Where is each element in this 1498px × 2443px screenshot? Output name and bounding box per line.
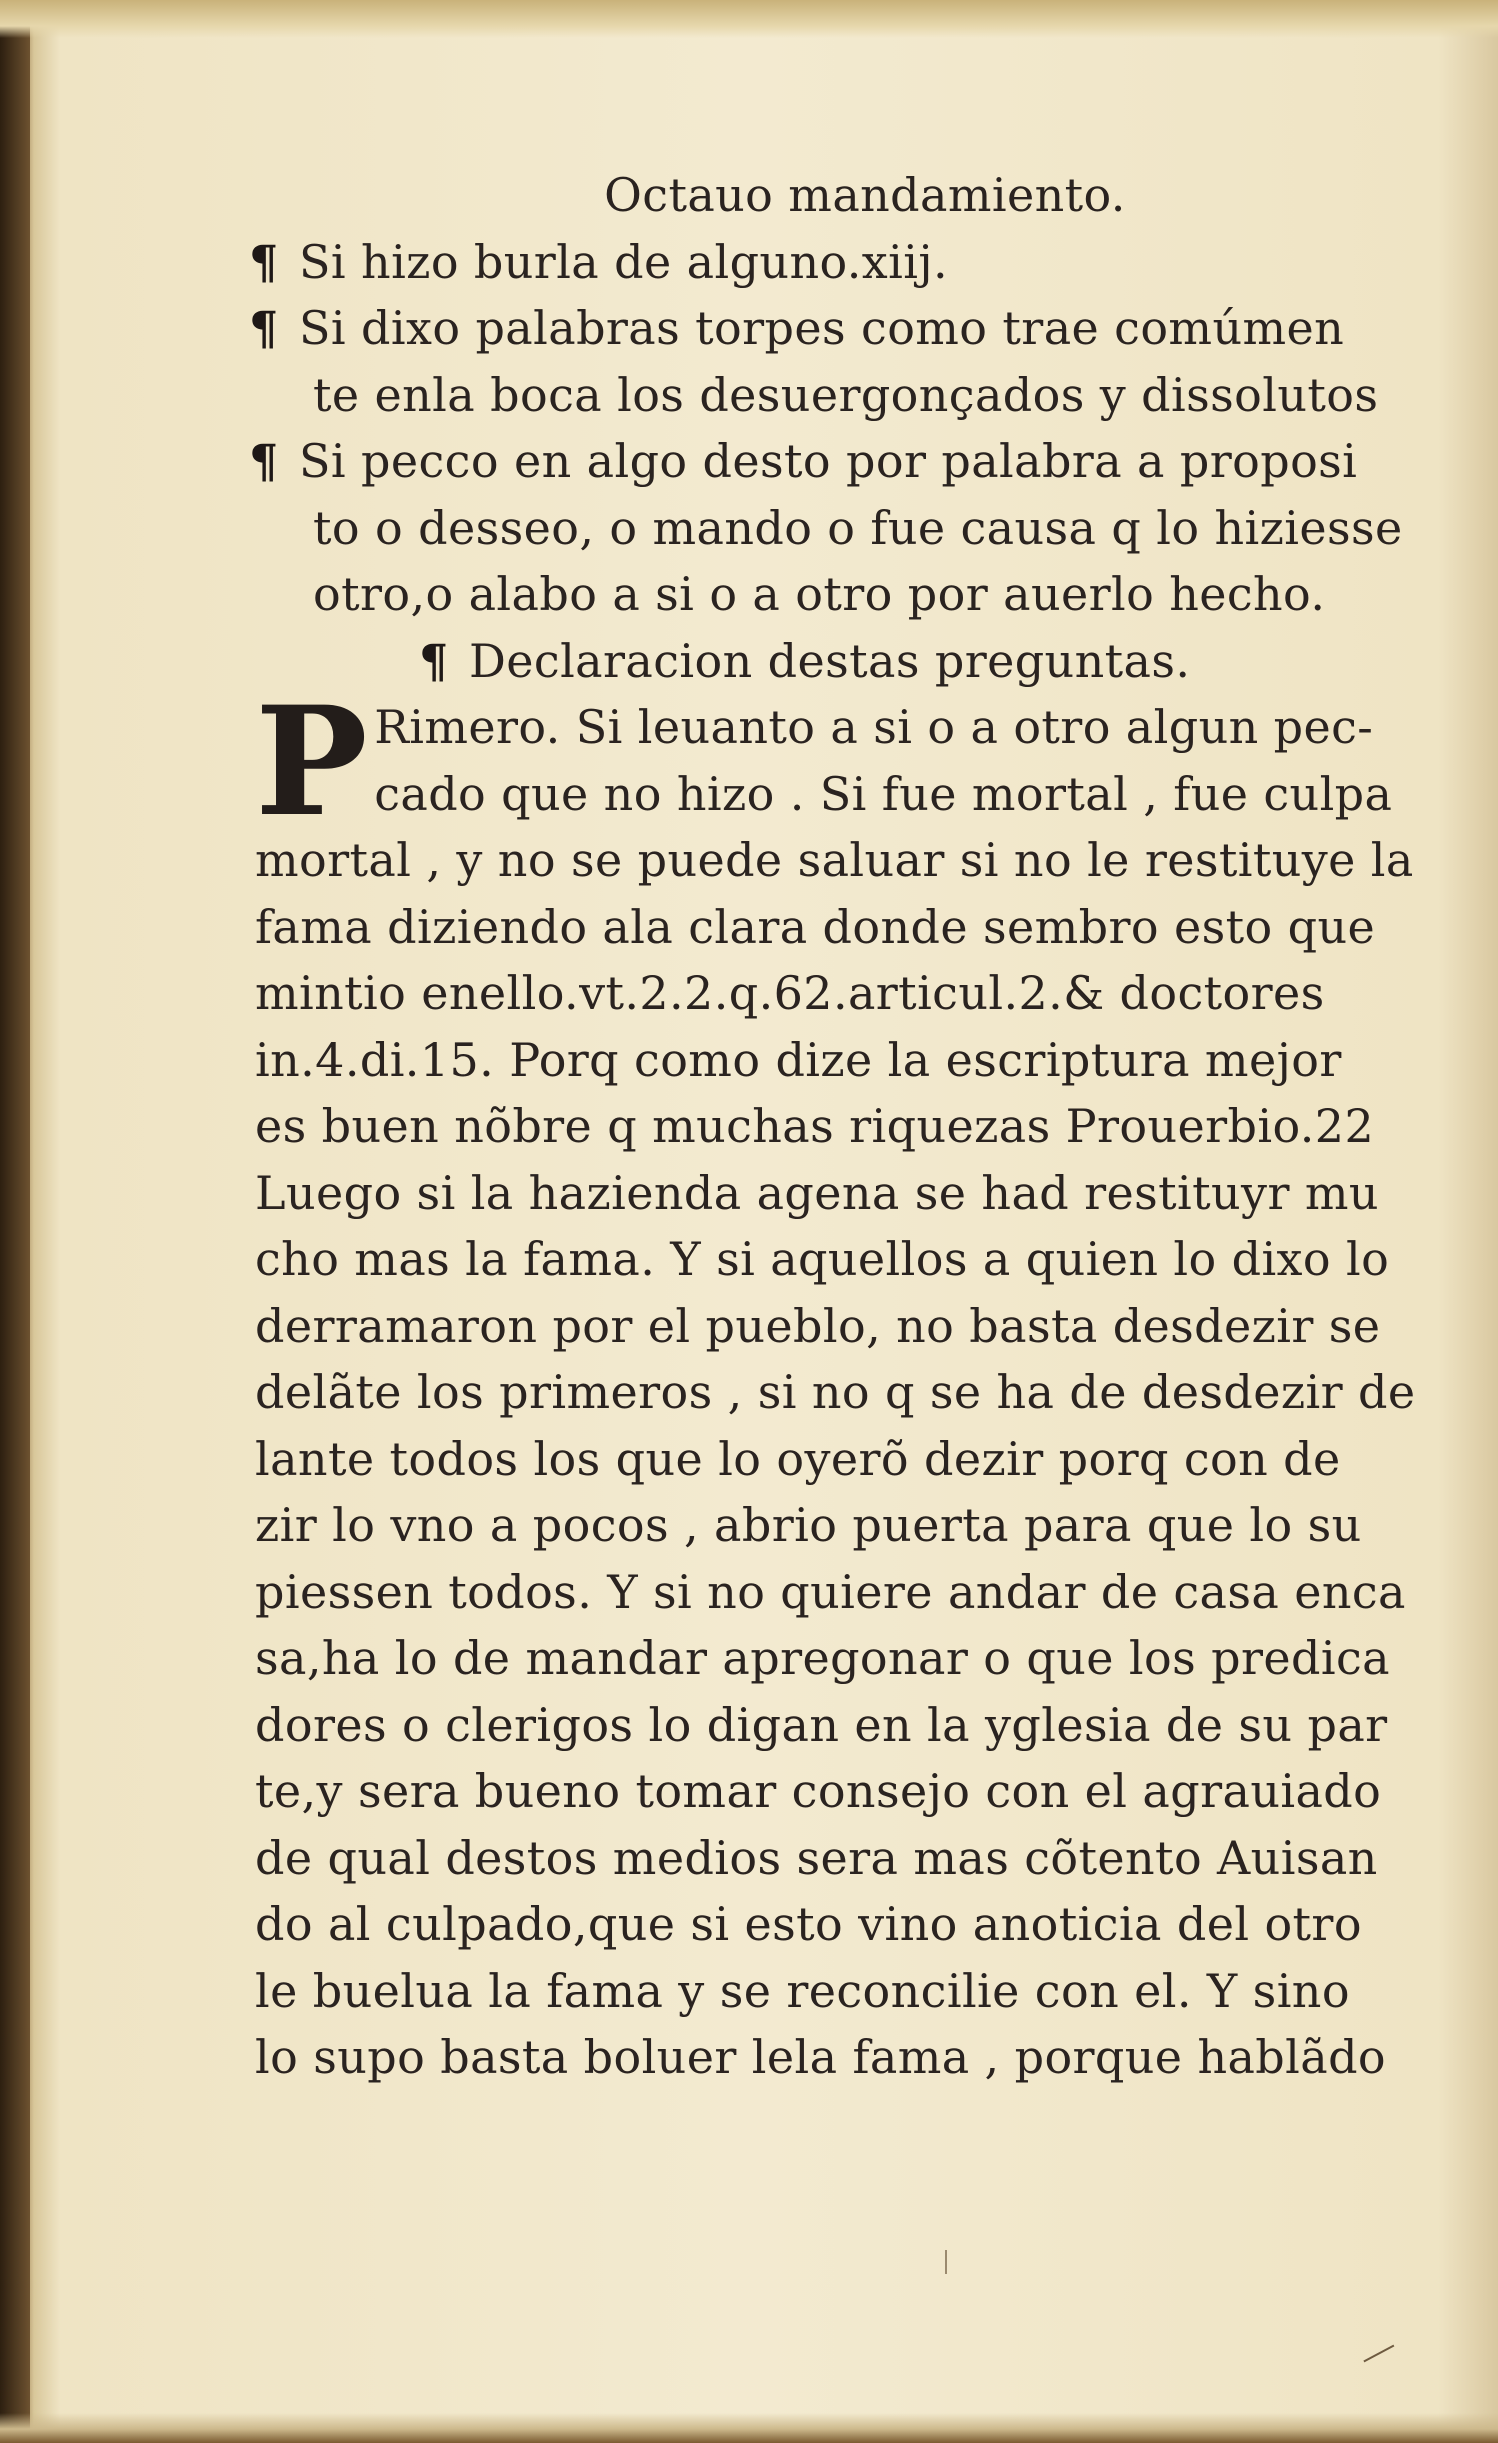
page-bottom-edge <box>0 2413 1498 2443</box>
page-top-edge <box>0 0 1498 38</box>
body-line: in.4.di.15. Porq como dize la escriptura mejor <box>255 1032 1342 1087</box>
binding-gutter <box>0 0 30 2443</box>
body-line: dores o clerigos lo digan en la yglesia de su par <box>255 1697 1388 1752</box>
body-line: le buelua la fama y se reconcilie con el. Y sino <box>255 1963 1350 2018</box>
question-line: te enla boca los desuergonçados y dissolutos <box>313 367 1379 422</box>
pilcrow-icon: ¶ <box>249 434 279 488</box>
page-heading: Octauo mandamiento. <box>604 168 1126 222</box>
body-paragraph <box>255 827 1415 2091</box>
page-mark <box>1360 2338 1395 2363</box>
question-line: to o desseo, o mando o fue causa q lo hiziesse <box>313 500 1403 555</box>
body-opening <box>255 674 1415 850</box>
body-line: lo supo basta boluer lela fama , porque hablãdo <box>255 2030 1387 2084</box>
subheading <box>255 628 1415 695</box>
question-line <box>249 229 1415 296</box>
body-line: delãte los primeros , si no q se ha de desdezir de <box>255 1365 1416 1419</box>
question-item <box>249 229 1415 296</box>
body-line: piessen todos. Y si no quiere andar de casa enca <box>255 1564 1406 1619</box>
body-line: cho mas la fama. Y si aquellos a quien lo dixo lo <box>255 1232 1390 1286</box>
body-line: mortal , y no se puede saluar si no le restituye la <box>255 833 1414 887</box>
question-item <box>249 295 1415 428</box>
subheading-text: Declaracion destas preguntas. <box>469 633 1191 688</box>
pilcrow-icon: ¶ <box>249 234 279 289</box>
body-line: es buen nõbre q muchas riquezas Prouerbio.22 <box>255 1099 1375 1153</box>
body-line: derramaron por el pueblo, no basta desdezir se <box>255 1298 1381 1353</box>
body-line: mintio enello.vt.2.2.q.62.articul.2.& doctores <box>255 966 1325 1020</box>
body-line: zir lo vno a pocos , abrio puerta para que lo su <box>255 1498 1362 1552</box>
body-line: de qual destos medios sera mas cõtento Auisan <box>255 1830 1378 1885</box>
question-line <box>249 295 1415 362</box>
question-line: otro,o alabo a si o a otro por auerlo hecho. <box>313 567 1326 621</box>
body-line: Luego si la hazienda agena se had restituyr mu <box>255 1165 1379 1220</box>
text-block <box>249 162 1416 2091</box>
body-line: Rimero. Si leuanto a si o a otro algun pec- <box>374 700 1374 754</box>
question-text: Si hizo burla de alguno.xiij. <box>299 234 949 289</box>
pilcrow-icon: ¶ <box>249 301 279 355</box>
question-item <box>249 428 1415 628</box>
body-line: cado que no hizo . Si fue mortal , fue culpa <box>374 766 1393 821</box>
body-line: do al culpado,que si esto vino anoticia del otro <box>255 1897 1362 1951</box>
drop-cap: P <box>255 674 369 850</box>
body-line: lante todos los que lo oyerõ dezir porq con de <box>255 1431 1341 1486</box>
question-text: Si dixo palabras torpes como trae comúmen <box>299 301 1345 355</box>
question-text: Si pecco en algo desto por palabra a proposi <box>299 434 1358 488</box>
body-line: fama diziendo ala clara donde sembro esto que <box>255 899 1376 954</box>
page-mark <box>945 2250 947 2274</box>
pilcrow-icon: ¶ <box>419 633 449 688</box>
body-line: te,y sera bueno tomar consejo con el agrauiado <box>255 1764 1382 1818</box>
body-line: sa,ha lo de mandar apregonar o que los predica <box>255 1631 1390 1685</box>
question-line <box>249 428 1415 495</box>
